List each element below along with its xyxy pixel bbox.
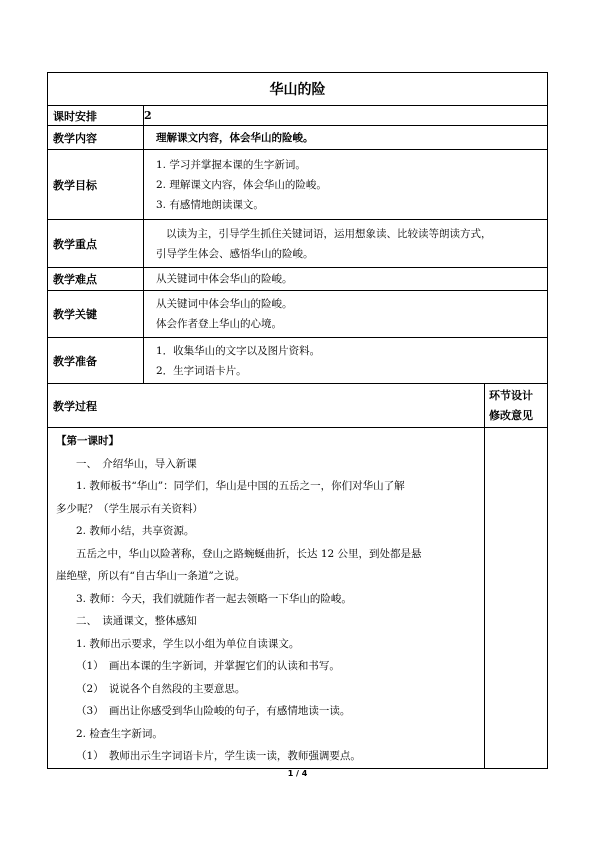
- side-label-revision: 修改意见: [489, 408, 533, 422]
- goal-item: 3. 有感情地朗读课文。: [156, 198, 264, 211]
- process-line: （3） 画出让你感受到华山险峻的句子，有感情地读一读。: [76, 705, 351, 717]
- content-label: 教学内容: [48, 126, 144, 150]
- keypoint-label: 教学重点: [48, 220, 144, 268]
- process-line: 崖绝壁，所以有“自古华山一条道”之说。: [56, 570, 246, 582]
- process-line: 【第一课时】: [56, 435, 119, 447]
- key-cell: [144, 291, 548, 338]
- difficulty-cell: [144, 268, 548, 291]
- process-line: （1） 画出本课的生字新词，并掌握它们的认读和书写。: [76, 660, 340, 672]
- hours-label: 课时安排: [48, 106, 144, 126]
- process-line: 2. 教师小结，共享资源。: [76, 525, 195, 537]
- keypoint-line: 以读为主，引导学生抓住关键词语，运用想象读、比较读等朗读方式，: [166, 227, 492, 240]
- difficulty-value: 从关键词中体会华山的险峻。: [156, 273, 293, 285]
- side-heading: [485, 384, 548, 428]
- prep-cell: [144, 338, 548, 384]
- process-line: （2） 说说各个自然段的主要意思。: [76, 682, 246, 695]
- goals-cell: [144, 150, 548, 220]
- process-line: 多少呢？（学生展示有关资料）: [56, 502, 203, 515]
- process-line: 3. 教师：今天，我们就随作者一起去领略一下华山的险峻。: [76, 592, 352, 605]
- process-line: 1. 教师出示要求，学生以小组为单位自读课文。: [76, 637, 300, 650]
- process-line: 一、 介绍华山，导入新课: [76, 457, 197, 470]
- keypoint-line: 引导学生体会、感悟华山的险峻。: [156, 247, 314, 260]
- goals-label: 教学目标: [48, 150, 144, 220]
- goal-item: 2. 理解课文内容，体会华山的险峻。: [156, 178, 327, 191]
- hours-value: 2: [144, 106, 548, 126]
- key-line: 体会作者登上华山的心境。: [156, 318, 282, 330]
- process-line: 2. 检查生字新词。: [76, 727, 163, 740]
- revision-column: [485, 428, 548, 769]
- process-line: 二、 读通课文，整体感知: [76, 615, 197, 627]
- process-label: 教学过程: [48, 384, 485, 428]
- goal-item: 1. 学习并掌握本课的生字新词。: [156, 158, 306, 171]
- prep-line: 1．收集华山的文字以及图片资料。: [156, 344, 321, 357]
- content-cell: [144, 126, 548, 150]
- content-value: 理解课文内容，体会华山的险峻。: [156, 131, 314, 144]
- key-label: 教学关键: [48, 291, 144, 338]
- process-line: 五岳之中，华山以险著称，登山之路蜿蜒曲折，长达 12 公里，到处都是悬: [76, 547, 422, 560]
- prep-label: 教学准备: [48, 338, 144, 384]
- key-line: 从关键词中体会华山的险峻。: [156, 298, 293, 310]
- process-line: 1. 教师板书“华山”：同学们，华山是中国的五岳之一，你们对华山了解: [76, 480, 405, 492]
- document-title: 华山的险: [48, 73, 548, 106]
- process-body: [48, 428, 485, 769]
- keypoint-cell: [144, 220, 548, 268]
- prep-line: 2．生字词语卡片。: [156, 364, 247, 377]
- process-line: （1） 教师出示生字词语卡片，学生读一读，教师强调要点。: [76, 750, 361, 762]
- difficulty-label: 教学难点: [48, 268, 144, 291]
- side-label-design: 环节设计: [489, 388, 533, 402]
- page-number: 1 / 4: [287, 769, 308, 778]
- lesson-plan-table: [47, 72, 548, 769]
